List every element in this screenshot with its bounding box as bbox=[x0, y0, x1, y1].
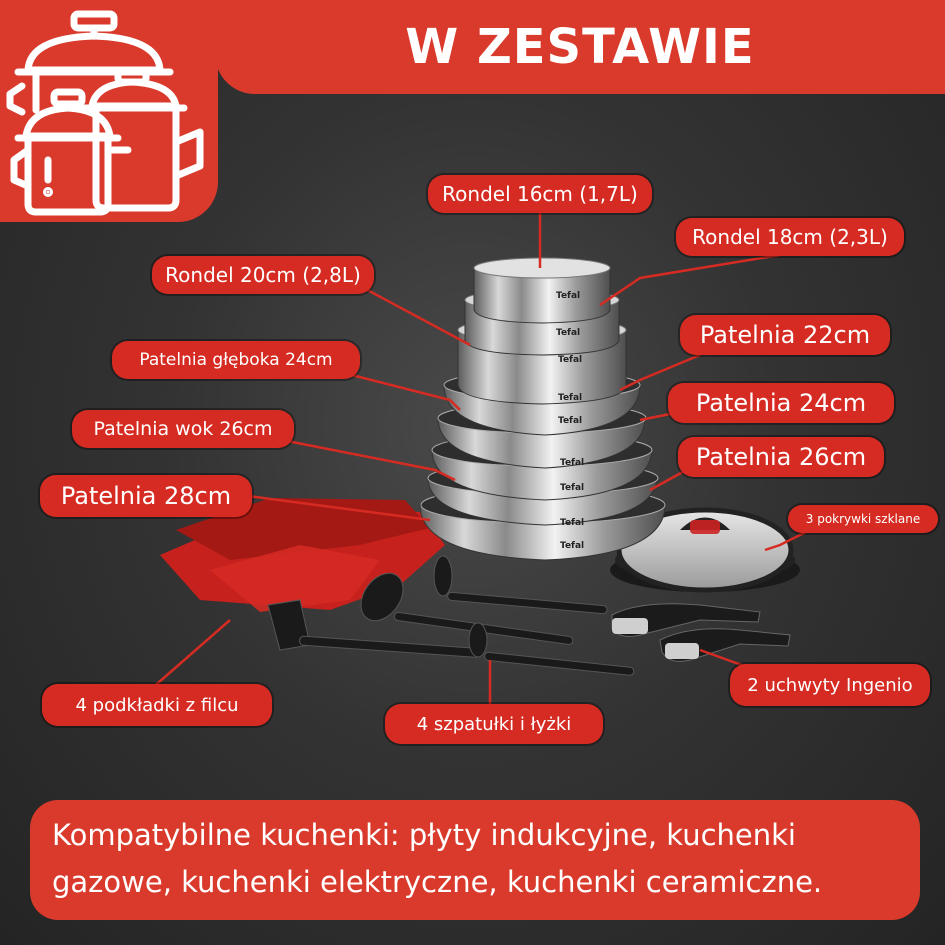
label-podkladki: 4 podkładki z filcu bbox=[42, 684, 272, 726]
svg-text:Tefal: Tefal bbox=[560, 483, 585, 493]
label-patelnia-22: Patelnia 22cm bbox=[680, 315, 890, 355]
svg-text:Tefal: Tefal bbox=[558, 416, 583, 426]
label-patelnia-28: Patelnia 28cm bbox=[40, 475, 252, 517]
page-title: W ZESTAWIE bbox=[405, 19, 755, 75]
svg-text:Tefal: Tefal bbox=[556, 291, 581, 301]
pot-stack bbox=[420, 258, 665, 560]
svg-text:Tefal: Tefal bbox=[560, 518, 585, 528]
label-uchwyty: 2 uchwyty Ingenio bbox=[730, 664, 930, 706]
label-patelnia-26: Patelnia 26cm bbox=[678, 437, 884, 477]
label-patelnia-gleboka-24: Patelnia głęboka 24cm bbox=[112, 341, 360, 379]
compatibility-text: Kompatybilne kuchenki: płyty indukcyjne, kuchenki gazowe, kuchenki elektryczne, kuchenki ceramiczne. bbox=[52, 818, 823, 899]
svg-text:Tefal: Tefal bbox=[558, 355, 583, 365]
label-pokrywki: 3 pokrywki szklane bbox=[788, 505, 938, 533]
svg-text:Tefal: Tefal bbox=[558, 393, 583, 403]
compatibility-box bbox=[30, 800, 920, 920]
label-szpatulki: 4 szpatułki i łyżki bbox=[385, 704, 603, 744]
label-rondel-20: Rondel 20cm (2,8L) bbox=[152, 256, 374, 294]
label-patelnia-wok-26: Patelnia wok 26cm bbox=[72, 410, 294, 448]
ingenio-handles bbox=[612, 604, 790, 662]
svg-text:Tefal: Tefal bbox=[560, 541, 585, 551]
svg-text:Tefal: Tefal bbox=[560, 458, 585, 468]
svg-text:Tefal: Tefal bbox=[556, 328, 581, 338]
label-patelnia-24: Patelnia 24cm bbox=[668, 383, 894, 423]
label-rondel-16: Rondel 16cm (1,7L) bbox=[428, 175, 652, 213]
label-rondel-18: Rondel 18cm (2,3L) bbox=[676, 218, 904, 256]
